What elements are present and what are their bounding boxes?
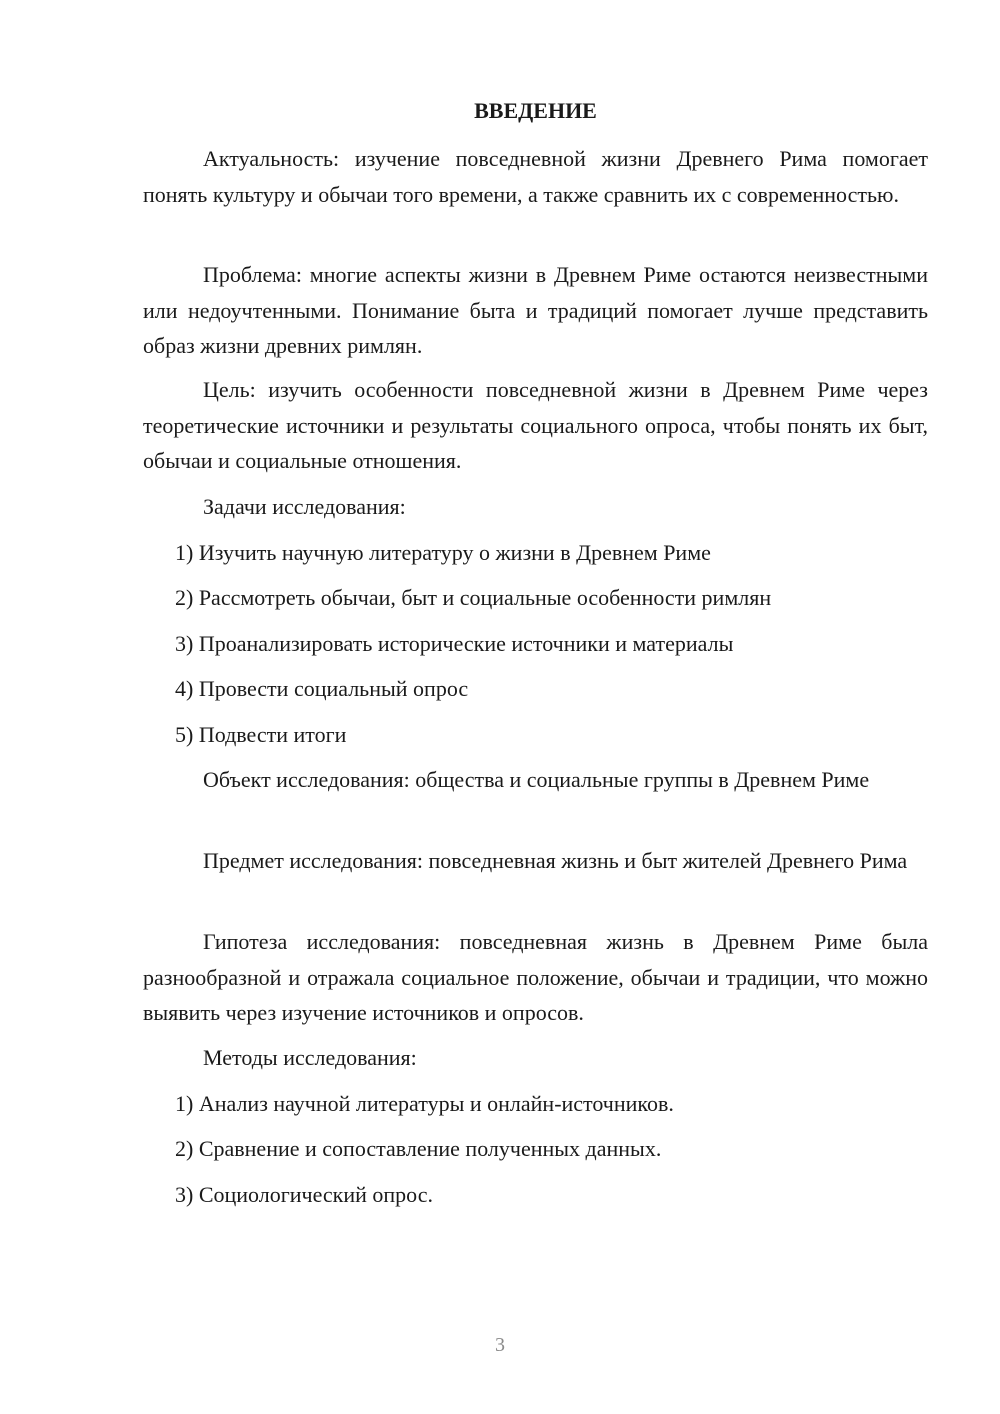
- page-number: 3: [495, 1334, 505, 1356]
- tasks-heading: Задачи исследования:: [203, 494, 406, 519]
- relevance-paragraph: Актуальность: изучение повседневной жизни Древнего Рима помогает понять культуру и обычаи того времени, а также сравнить их с современностью.: [143, 146, 928, 207]
- methods-heading: Методы исследования:: [203, 1045, 417, 1070]
- hypothesis-paragraph: Гипотеза исследования: повседневная жизнь в Древнем Риме была разнообразной и отражала социальное положение, обычаи и традиции, что можно выявить через изучение источников и опросов.: [143, 929, 928, 1025]
- goal-paragraph: Цель: изучить особенности повседневной жизни в Древнем Риме через теоретические источники и результаты социального опроса, чтобы понять их быт, обычаи и социальные отношения.: [143, 377, 928, 473]
- method-item: 2) Сравнение и сопоставление полученных данных.: [175, 1136, 662, 1161]
- method-item: 3) Социологический опрос.: [175, 1182, 433, 1207]
- problem-paragraph: Проблема: многие аспекты жизни в Древнем Риме остаются неизвестными или недоучтенными. Понимание быта и традиций помогает лучше представить образ жизни древних римлян.: [143, 262, 928, 358]
- object-paragraph: Объект исследования: общества и социальные группы в Древнем Риме: [203, 767, 870, 792]
- task-item: 4) Провести социальный опрос: [175, 676, 469, 701]
- method-item: 1) Анализ научной литературы и онлайн-источников.: [175, 1091, 674, 1116]
- task-item: 2) Рассмотреть обычаи, быт и социальные особенности римлян: [175, 585, 772, 610]
- subject-paragraph: Предмет исследования: повседневная жизнь и быт жителей Древнего Рима: [203, 848, 908, 873]
- task-item: 3) Проанализировать исторические источники и материалы: [175, 631, 734, 656]
- page-title: ВВЕДЕНИЕ: [474, 98, 597, 123]
- task-item: 5) Подвести итоги: [175, 722, 347, 747]
- task-item: 1) Изучить научную литературу о жизни в Древнем Риме: [175, 540, 711, 565]
